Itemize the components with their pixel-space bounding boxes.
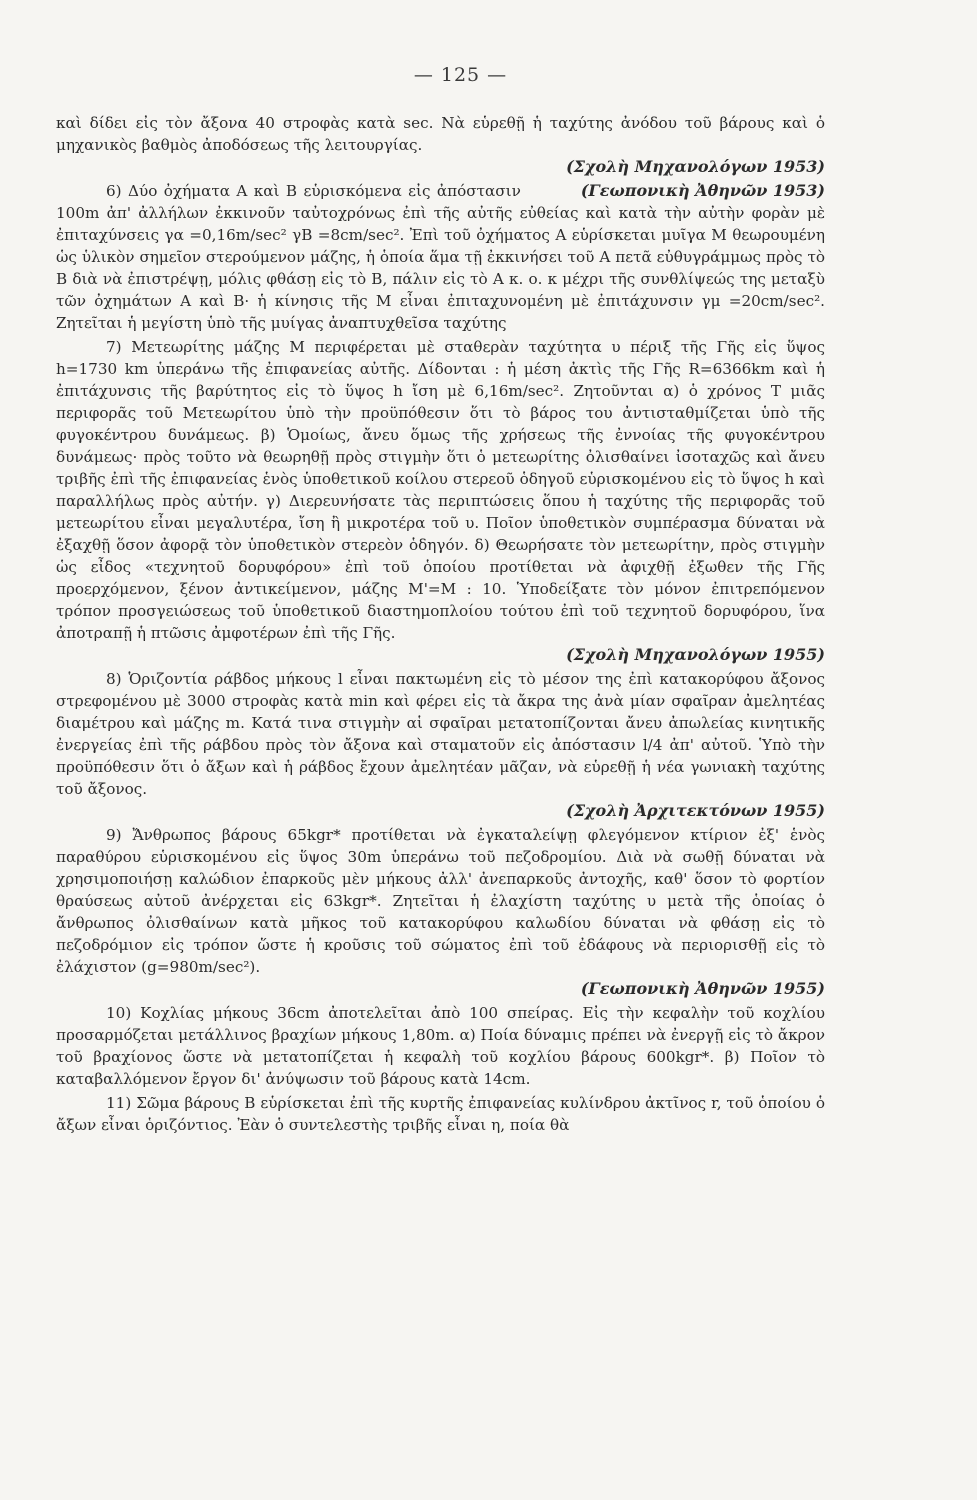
page-body — [56, 112, 825, 1136]
problem-source: (Σχολὴ Ἀρχιτεκτόνων 1955) — [566, 801, 825, 820]
problem-paragraph — [56, 180, 825, 334]
problem-9 — [56, 824, 825, 1000]
problem-source: (Γεωπονικὴ Ἀθηνῶν 1953) — [580, 181, 825, 200]
problem-source: (Σχολὴ Μηχανολόγων 1955) — [566, 645, 825, 664]
problem-text: 6) Δύο ὀχήματα Α καὶ Β εὑρισκόμενα εἰς ἀπόστασιν 100m ἀπ' ἀλλήλων ἐκκινοῦν ταὐτοχρόνως ἐπὶ τῆς αὐτῆς εὐθείας καὶ κατὰ τὴν αὐτὴν φορὰν μὲ ἐπιταχύνσεις γα =0,16m/sec² γΒ =8cm/sec². Ἐπὶ τοῦ ὀχήματος Α εὑρίσκεται μυῖγα Μ θεωρουμένη ὡς ὑλικὸν σημεῖον στερούμενον μάζης, ἡ ὁποία ἅμα τῇ ἐκκινήσει τοῦ Α πετᾶ εὐθυγράμμως πρὸς τὸ Β διὰ νὰ ἐπιστρέψῃ, μόλις φθάσῃ εἰς τὸ Β, πάλιν εἰς τὸ Α κ. ο. κ μέχρι τῆς συνθλίψεώς της μεταξὺ τῶν ὀχημάτων Α καὶ Β· ἡ κίνησις τῆς Μ εἶναι ἐπιταχυνομένη μὲ ἐπιτάχυνσιν γμ =20cm/sec². Ζητεῖται ἡ μεγίστη ὑπὸ τῆς μυίγας ἀναπτυχθεῖσα ταχύτης — [56, 182, 825, 332]
problem-10 — [56, 1002, 825, 1090]
problem-source: (Γεωπονικὴ Ἀθηνῶν 1955) — [580, 979, 825, 998]
intro-source: (Σχολὴ Μηχανολόγων 1953) — [566, 157, 825, 176]
intro-paragraph: καὶ δίδει εἰς τὸν ἄξονα 40 στροφὰς κατὰ sec. Νὰ εὑρεθῇ ἡ ταχύτης ἀνόδου τοῦ βάρους καὶ ὁ μηχανικὸς βαθμὸς ἀποδόσεως τῆς λειτουργίας. — [56, 114, 825, 154]
problem-8 — [56, 668, 825, 822]
problem-paragraph: 10) Κοχλίας μήκους 36cm ἀποτελεῖται ἀπὸ 100 σπείρας. Εἰς τὴν κεφαλὴν τοῦ κοχλίου προσαρμόζεται μετάλλινος βραχίων μήκους 1,80m. α) Ποία δύναμις πρέπει νὰ ἐνεργῇ εἰς τὸ ἄκρον τοῦ βραχίονος ὥστε νὰ μετατοπίζεται ἡ κεφαλὴ τοῦ κοχλίου βάρους 600kgr*. β) Ποῖον τὸ καταβαλλόμενον ἔργον δι' ἀνύψωσιν τοῦ βάρους κατὰ 14cm. — [56, 1004, 825, 1088]
problem-6 — [56, 180, 825, 334]
problem-paragraph — [56, 336, 825, 644]
problem-text: 7) Μετεωρίτης μάζης Μ περιφέρεται μὲ σταθερὰν ταχύτητα υ πέριξ τῆς Γῆς εἰς ὕψος h=1730 km ὑπεράνω τῆς ἐπιφανείας αὐτῆς. Δίδονται : ἡ μέση ἀκτὶς τῆς Γῆς R=6366km καὶ ἡ ἐπιτάχυνσις τῆς βαρύτητος εἰς τὸ ὕψος h ἴση μὲ 6,16m/sec². Ζητοῦνται α) ὁ χρόνος Τ μιᾶς περιφορᾶς τοῦ Μετεωρίτου ὑπὸ τὴν προϋπόθεσιν ὅτι τὸ βάρος του ἀντισταθμίζεται ὑπὸ τῆς φυγοκέντρου δυνάμεως. β) Ὁμοίως, ἄνευ ὅμως τῆς χρήσεως τῆς ἐννοίας τῆς φυγοκέντρου δυνάμεως· πρὸς τοῦτο νὰ θεωρηθῇ πρὸς στιγμὴν ὅτι ὁ μετεωρίτης ὀλισθαίνει ἰσοταχῶς καὶ ἄνευ τριβῆς ἐπὶ τῆς ἐπιφανείας ἑνὸς ὑποθετικοῦ κοίλου στερεοῦ ὁδηγοῦ εὑρισκομένου εἰς τὸ ὕψος h καὶ παραλλήλως πρὸς αὐτήν. γ) Διερευνήσατε τὰς περιπτώσεις ὅπου ἡ ταχύτης τῆς περιφορᾶς τοῦ μετεωρίτου εἶναι μεγαλυτέρα, ἴση ἢ μικροτέρα τοῦ υ. Ποῖον ὑποθετικὸν συμπέρασμα δύναται νὰ ἐξαχθῇ ὅσον ἀφορᾷ τὸν ὑποθετικὸν στερεὸν ὁδηγόν. δ) Θεωρήσατε τὸν μετεωρίτην, πρὸς στιγμὴν ὡς εἶδος «τεχνητοῦ δορυφόρου» ἐπὶ τοῦ ὁποίου προτίθεται νὰ ἀφιχθῇ ἐξωθεν τῆς Γῆς προερχόμενον, ξένον ἀντικείμενον, μάζης Μ'=Μ : 10. Ὑποδείξατε τὸν μόνον ἐπιτρεπόμενον τρόπον προσγειώσεως τοῦ ὑποθετικοῦ διαστημοπλοίου τούτου ἐπὶ τοῦ τεχνητοῦ δορυφόρου, ἵνα ἀποτραπῇ ἡ πτῶσις ἀμφοτέρων ἐπὶ τῆς Γῆς. — [56, 338, 825, 642]
problem-paragraph: 9) Ἄνθρωπος βάρους 65kgr* προτίθεται νὰ ἐγκαταλείψῃ φλεγόμενον κτίριον ἐξ' ἑνὸς παραθύρου εὑρισκομένου εἰς ὕψος 30m ὑπεράνω τοῦ πεζοδρομίου. Διὰ νὰ σωθῇ δύναται νὰ χρησιμοποιήσῃ καλώδιον ἐπαρκοῦς μὲν μήκους ἀλλ' ἀνεπαρκοῦς ἀντοχῆς, καθ' ὅσον τὸ φορτίον θραύσεως αὐτοῦ ἀνέρχεται εἰς 63kgr*. Ζητεῖται ἡ ἐλαχίστη ταχύτης υ μετὰ τῆς ὁποίας ὁ ἄνθρωπος ὀλισθαίνων κατὰ μῆκος τοῦ κατακορύφου καλωδίου δύναται νὰ φθάσῃ εἰς τὸ πεζοδρόμιον εἰς τρόπον ὥστε ἡ κροῦσις τοῦ σώματος ἐπὶ τοῦ ἐδάφους νὰ περιορισθῇ εἰς τὸ ἐλάχιστον (g=980m/sec²). — [56, 826, 825, 976]
intro-block — [56, 112, 825, 178]
page-number: — 125 — — [413, 64, 508, 86]
problem-paragraph: 8) Ὁριζοντία ράβδος μήκους l εἶναι πακτωμένη εἰς τὸ μέσον της ἐπὶ κατακορύφου ἄξονος στρεφομένου μὲ 3000 στροφὰς κατὰ min καὶ φέρει εἰς τὰ ἄκρα της ἀνὰ μίαν σφαῖραν ἀμελητέας διαμέτρου καὶ μάζης m. Κατά τινα στιγμὴν αἱ σφαῖραι μετατοπίζονται ἄνευ ἀπωλείας κινητικῆς ἐνεργείας ἐπὶ τῆς ράβδου πρὸς τὸν ἄξονα καὶ σταματοῦν εἰς ἀπόστασιν l/4 ἀπ' αὐτοῦ. Ὑπὸ τὴν προϋπόθεσιν ὅτι ὁ ἄξων καὶ ἡ ράβδος ἔχουν ἀμελητέαν μᾶζαν, νὰ εὑρεθῇ ἡ νέα γωνιακὴ ταχύτης τοῦ ἄξονος. — [56, 670, 825, 798]
problem-11 — [56, 1092, 825, 1136]
problem-paragraph: 11) Σῶμα βάρους Β εὑρίσκεται ἐπὶ τῆς κυρτῆς ἐπιφανείας κυλίνδρου ἀκτῖνος r, τοῦ ὁποίου ὁ ἄξων εἶναι ὁριζόντιος. Ἐὰν ὁ συντελεστὴς τριβῆς εἶναι η, ποία θὰ — [56, 1094, 825, 1134]
problem-7 — [56, 336, 825, 666]
